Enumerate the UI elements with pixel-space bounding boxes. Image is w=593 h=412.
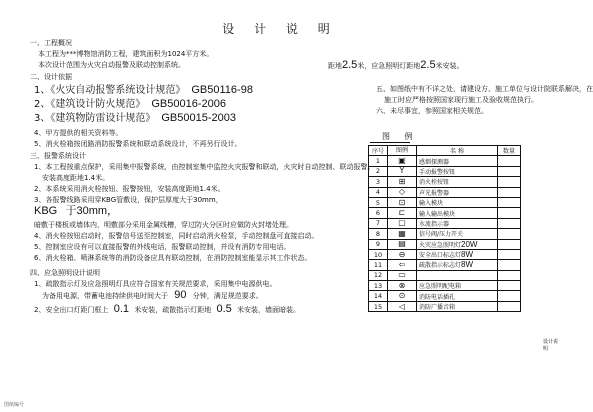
section-3-line-1: 1、本工程按重点保护，采用集中报警系统，由控制室集中监控火灾报警和联动，火灾时自动控制、联动报警。: [34, 163, 375, 171]
legend-row-name: 感烟探测器: [417, 156, 498, 166]
bottom-label: 图纸编号: [4, 402, 25, 408]
standard-2-name: 2、《建筑设计防火规范》: [34, 99, 146, 110]
standard-3: [34, 112, 236, 125]
legend-row-name: 声光报警器: [417, 187, 498, 197]
legend-row: [369, 249, 521, 259]
right-line-1-b: 米，应急照明灯距地: [357, 62, 421, 70]
legend-row-qty: [498, 281, 521, 291]
legend-row-number: 14: [369, 291, 388, 301]
legend-row-qty: [498, 177, 521, 187]
legend-row-qty: [498, 291, 521, 301]
standard-1-code: GB50116-98: [191, 84, 253, 96]
legend-row-name: 消防广播音箱: [417, 301, 498, 311]
legend-row-spec: 8W: [461, 250, 474, 260]
legend-header-no: 序号: [369, 146, 388, 156]
legend-row-number: 5: [369, 197, 388, 207]
legend-row-number: 13: [369, 281, 388, 291]
legend-row-number: 9: [369, 239, 388, 249]
legend-symbol-icon: ⊏: [388, 208, 417, 218]
section-3-heading: 三、报警系统设计: [30, 152, 86, 160]
legend-row-number: 7: [369, 218, 388, 228]
legend-row-qty: [498, 187, 521, 197]
legend-row-number: 8: [369, 229, 388, 239]
legend-symbol-icon: ▢: [388, 218, 417, 228]
legend-row-name: 手动报警按钮: [417, 166, 498, 176]
legend-row-qty: [498, 260, 521, 270]
section-2-line-5: 5、消火栓箱按闭路消防报警系统和联动系统设计，不再另行设计。: [34, 140, 242, 148]
legend-row: [369, 291, 521, 301]
legend-symbol-icon: ◁: [388, 301, 417, 311]
section-3-line-9: 6、消火栓箱、喷淋系统等的消防设备应具有联动控制，在消防控制室能显示其工作状态。: [34, 254, 312, 262]
section-4-line-3-b: 米安装，疏散指示灯距地: [134, 306, 212, 314]
section-4-line-2-a: 为备用电源，带蓄电池持续供电时间大于: [42, 292, 168, 300]
standard-2: [34, 98, 226, 111]
section-4-line-2-b: 分钟，满足规范要求。: [192, 292, 263, 300]
legend-row-number: 10: [369, 249, 388, 259]
legend-symbol-icon: ▦: [388, 229, 417, 239]
section-3-line-8: 5、控制室应设有可以直接报警的外线电话，报警联动控制，并设有消防专用电话。: [34, 243, 291, 251]
legend-row-qty: [498, 239, 521, 249]
legend-row: [369, 229, 521, 239]
legend-row: [369, 281, 521, 291]
edge-label: 设计说明: [543, 339, 559, 352]
legend-row-name: [417, 270, 498, 280]
legend-table: [368, 145, 521, 312]
legend-symbol-icon: ⊙: [388, 291, 417, 301]
legend-row-number: 15: [369, 301, 388, 311]
right-line-3: 施工时应严格按照国家现行施工及验收规范执行。: [384, 96, 538, 104]
section-4-line-3-c: 米安装，墙面暗装。: [237, 306, 300, 314]
legend-row-number: 12: [369, 270, 388, 280]
legend-symbol-icon: ⊞: [388, 177, 417, 187]
legend-body: [369, 156, 521, 312]
legend-row-qty: [498, 229, 521, 239]
section-3-kbg-row: [34, 206, 118, 217]
legend-row: [369, 239, 521, 249]
legend-row-qty: [498, 156, 521, 166]
legend-row-number: 11: [369, 260, 388, 270]
legend-row-qty: [498, 249, 521, 259]
battery-minutes: 90: [174, 289, 187, 301]
legend-symbol-icon: Y: [388, 166, 417, 176]
right-line-4: 六、未尽事宜，参照国家相关规范。: [376, 107, 488, 115]
section-4-line-2: [42, 290, 263, 301]
legend-row-number: 6: [369, 208, 388, 218]
page-title: 设 计 说 明: [222, 22, 338, 36]
section-2-line-4: 4、甲方提供的相关资料等。: [34, 129, 123, 137]
legend-row-qty: [498, 218, 521, 228]
legend-row-name: 信号阀/压力开关: [417, 229, 498, 239]
right-line-2: 五、如图纸中有不详之处，请建设方、施工单位与设计院联系解决，在: [376, 85, 593, 93]
section-1-heading: 一、工程概况: [30, 39, 72, 47]
legend-header-qty: 数量: [498, 146, 521, 156]
legend-header-row: [369, 146, 521, 156]
legend-row-number: 3: [369, 177, 388, 187]
standard-1: [34, 84, 253, 97]
legend-row-qty: [498, 197, 521, 207]
legend-row-qty: [498, 208, 521, 218]
legend-row-name-text: 安全出口标志灯: [419, 252, 462, 260]
legend-row: [369, 208, 521, 218]
standard-2-code: GB50016-2006: [151, 98, 226, 110]
legend-symbol-icon: ⊗: [388, 281, 417, 291]
legend-row-spec: 20W: [461, 239, 478, 249]
section-3-line-6: 暗敷于楼板或墙体内，明敷部分采用金属线槽，穿过防火分区时应做防火封堵处理。: [34, 221, 293, 229]
legend-row: [369, 166, 521, 176]
legend-row: [369, 197, 521, 207]
section-4-heading: 四、应急照明设计说明: [30, 269, 100, 277]
section-3-line-5: 于30mm，: [65, 205, 119, 217]
exit-sign-height: 0.1: [113, 303, 129, 315]
legend-symbol-icon: ▣: [388, 156, 417, 166]
legend-symbol-icon: ▭: [388, 270, 417, 280]
legend-row-name: 水流指示器: [417, 218, 498, 228]
standard-3-name: 3、《建筑物防雷设计规范》: [34, 113, 156, 124]
legend-row: [369, 218, 521, 228]
standard-1-name: 1、《火灾自动报警系统设计规范》: [34, 85, 186, 96]
legend-row-name: 应急照明配电箱: [417, 281, 498, 291]
legend-symbol-icon: ▤: [388, 239, 417, 249]
section-3-line-3: 2、本系统采用消火栓按钮、报警按钮，安装高度距地1.4米。: [34, 185, 225, 193]
section-3-line-2: 安装高度距地1.4米。: [42, 174, 110, 182]
right-line-1-num2: 2.5: [420, 59, 436, 71]
section-1-line-2: 本次设计范围为火灾自动报警及联动控制系统。: [38, 61, 185, 69]
section-4-line-3: [34, 304, 300, 315]
legend-row-name: 消防电话插孔: [417, 291, 498, 301]
legend-row-name: 输入输出模块: [417, 208, 498, 218]
legend-row-name: [417, 239, 498, 249]
legend-title: 图 例: [382, 132, 419, 141]
legend-row: [369, 260, 521, 270]
section-2-heading: 二、设计依据: [30, 73, 72, 81]
legend-row-number: 4: [369, 187, 388, 197]
legend-row-name-text: 疏散指示标志灯: [419, 262, 462, 270]
legend-symbol-icon: ⊡: [388, 197, 417, 207]
legend-row-qty: [498, 270, 521, 280]
legend-symbol-icon: ⇦: [388, 260, 417, 270]
legend-row-number: 1: [369, 156, 388, 166]
legend-row-name: 输入模块: [417, 197, 498, 207]
evacuation-sign-height: 0.5: [216, 303, 232, 315]
legend-row-spec: 8W: [461, 260, 474, 270]
right-line-1-c: 米安装。: [435, 62, 464, 70]
legend-row-qty: [498, 166, 521, 176]
legend-header-name: 名 称: [417, 146, 498, 156]
section-4-line-3-a: 2、安全出口灯距门框上: [34, 306, 109, 314]
legend-row-name: [417, 249, 498, 259]
right-line-1-num1: 2.5: [342, 59, 358, 71]
legend-row: [369, 301, 521, 311]
legend-row-qty: [498, 301, 521, 311]
legend-row-name: [417, 260, 498, 270]
legend-header-sym: 图例: [388, 146, 417, 156]
legend-symbol-icon: ◇: [388, 187, 417, 197]
legend-title-underline: [370, 142, 410, 143]
section-3-line-4: 3、各报警线路采用穿KBG管敷设，保护层厚度大于30mm，: [34, 196, 223, 204]
right-line-1: [328, 60, 464, 71]
legend-row-name: 消火栓按钮: [417, 177, 498, 187]
legend-row-number: 2: [369, 166, 388, 176]
legend-row-name-text: 火灾应急照明灯: [419, 241, 462, 249]
right-line-1-a: 距地: [328, 62, 342, 70]
legend-row: [369, 156, 521, 166]
kbg-label: KBG: [34, 205, 58, 217]
legend-symbol-icon: ⊖: [388, 249, 417, 259]
section-4-line-1: 1、疏散指示灯及应急照明灯具应符合国家有关规范要求，采用集中电源供电。: [34, 280, 277, 288]
section-1-line-1: 本工程为***博物馆消防工程，建筑面积为1024平方米。: [38, 50, 214, 58]
legend-row: [369, 177, 521, 187]
legend-row: [369, 187, 521, 197]
legend-row: [369, 270, 521, 280]
standard-3-code: GB50015-2003: [161, 112, 236, 124]
section-3-line-7: 4、消火栓按钮启动时，报警信号送至控制室，同时启动消火栓泵，手动控制盘可直接启动。: [34, 232, 319, 240]
